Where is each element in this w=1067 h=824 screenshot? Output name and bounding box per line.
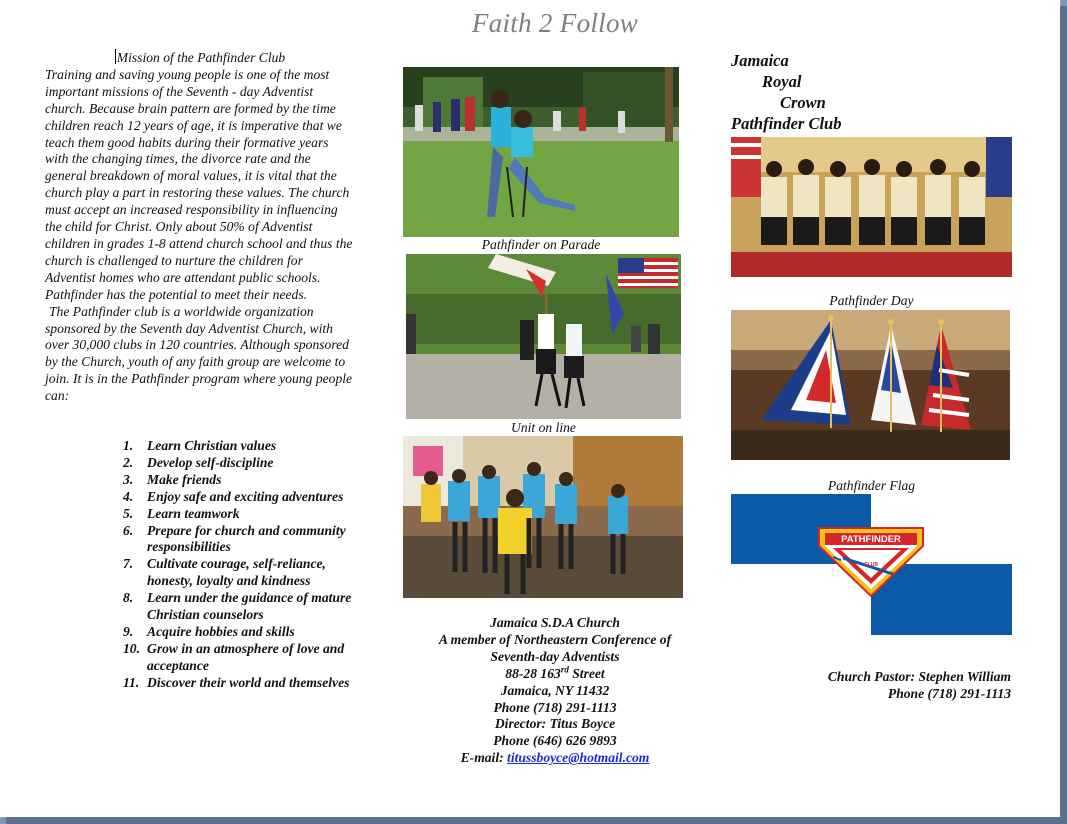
- email-line: [405, 750, 705, 767]
- director-phone: Phone (646) 626 9893: [493, 733, 617, 749]
- church-info: [405, 615, 705, 767]
- club-name: [731, 50, 841, 134]
- list-item: [117, 641, 357, 675]
- list-item: [117, 455, 357, 472]
- pathfinder-flags-photo: [731, 310, 1010, 460]
- email-label: E-mail:: [460, 750, 508, 766]
- list-number: 4.: [123, 488, 134, 504]
- list-text: Develop self-discipline: [147, 454, 274, 470]
- list-item: [117, 624, 357, 641]
- list-number: 2.: [123, 454, 134, 470]
- mission-paragraph-2: The Pathfinder club is a worldwide organization sponsored by the Seventh day Adventist Church, with over 30,000 clubs in 120 countries. Although sponsored by the Church, youth of any faith group are welcome to join. It is in the Pathfinder program where young people can:: [45, 303, 353, 404]
- page-title: Faith 2 Follow: [471, 8, 639, 38]
- list-number: 7.: [123, 556, 134, 572]
- pastor-phone: Phone (718) 291-1113: [887, 685, 1011, 701]
- flag-caption: Pathfinder Flag: [827, 478, 916, 493]
- director-name: Director: Titus Boyce: [494, 716, 616, 732]
- list-text: Make friends: [147, 471, 222, 487]
- parade-photo: [403, 67, 679, 237]
- unit-caption: Unit on line: [511, 420, 576, 435]
- parade-caption: Pathfinder on Parade: [481, 237, 601, 252]
- pathfinder-flag: [731, 494, 1012, 635]
- club-name-line: Crown: [780, 93, 826, 112]
- values-list: [117, 438, 357, 692]
- list-text: Discover their world and themselves: [147, 674, 350, 690]
- day-caption: Pathfinder Day: [829, 293, 914, 308]
- pathfinder-group-photo: [403, 436, 683, 598]
- list-number: 10.: [123, 640, 140, 656]
- flag-badge-bottom-text: CLUB: [864, 562, 878, 568]
- mission-paragraph-1: Training and saving young people is one of the most important missions of the Seventh - day Adventist church. Because brain pattern are formed by the time children reach 12 years of age, it is imperative that we teach them good habits during their formative years with the changing times, the divorce rate and the general breakdown of moral values, it is vital that the church play a part in restoring these values. The church must accept an increased responsibility in influencing the child for Christ. Only about 50% of Adventist children in grades 1-8 attend church school and thus the church is challenged to nurture the children for Adventist homes who are attendant public schools. Pathfinder has the potential to meet their needs.: [45, 66, 353, 302]
- club-name-line: Pathfinder Club: [731, 114, 842, 133]
- street-name: Street: [568, 665, 605, 681]
- pathfinder-day-photo: [731, 137, 1012, 277]
- street-number: 88-28 163: [505, 665, 561, 681]
- list-item: [117, 590, 357, 624]
- list-item: [117, 506, 357, 523]
- church-phone: Phone (718) 291-1113: [493, 699, 617, 715]
- list-number: 8.: [123, 590, 134, 606]
- unit-photo: [406, 254, 681, 419]
- list-number: 1.: [123, 438, 134, 453]
- pastor-name: Church Pastor: Stephen William: [827, 669, 1011, 684]
- list-item: [117, 472, 357, 489]
- street-suffix: rd: [560, 664, 569, 675]
- list-item: [117, 675, 357, 692]
- list-text: Learn teamwork: [147, 505, 240, 521]
- page-shadow-right: [1060, 6, 1067, 824]
- church-street: [405, 666, 705, 683]
- mission-heading-line: [45, 49, 355, 67]
- list-text: Prepare for church and community responsibilities: [147, 522, 346, 555]
- list-number: 3.: [123, 471, 134, 487]
- mission-column: [45, 49, 355, 405]
- list-item: [117, 556, 357, 590]
- list-text: Learn Christian values: [147, 438, 277, 453]
- club-name-line: Royal: [762, 72, 802, 91]
- church-city: Jamaica, NY 11432: [500, 682, 610, 698]
- list-number: 6.: [123, 522, 134, 538]
- list-text: Learn under the guidance of mature Christian counselors: [147, 590, 352, 623]
- list-text: Grow in an atmosphere of love and acceptance: [147, 640, 345, 673]
- list-item: [117, 489, 357, 506]
- church-member-line1: A member of Northeastern Conference of: [438, 631, 672, 647]
- list-item: [117, 438, 357, 455]
- flag-badge-top-text: PATHFINDER: [841, 534, 901, 545]
- list-item: [117, 523, 357, 557]
- mission-heading: Mission of the Pathfinder Club: [116, 50, 286, 65]
- pastor-info: [760, 669, 1011, 703]
- church-name: Jamaica S.D.A Church: [490, 615, 620, 630]
- email-link[interactable]: titussboyce@hotmail.com: [507, 750, 650, 766]
- text-cursor: [115, 49, 116, 64]
- page-shadow-bottom: [6, 817, 1067, 824]
- list-text: Cultivate courage, self-reliance, honesty, loyalty and kindness: [147, 556, 326, 589]
- list-text: Enjoy safe and exciting adventures: [147, 488, 344, 504]
- list-number: 9.: [123, 623, 134, 639]
- list-number: 5.: [123, 505, 134, 521]
- church-member-line2: Seventh-day Adventists: [490, 648, 620, 664]
- list-number: 11.: [123, 674, 140, 690]
- list-text: Acquire hobbies and skills: [147, 623, 295, 639]
- club-name-line: Jamaica: [731, 51, 789, 70]
